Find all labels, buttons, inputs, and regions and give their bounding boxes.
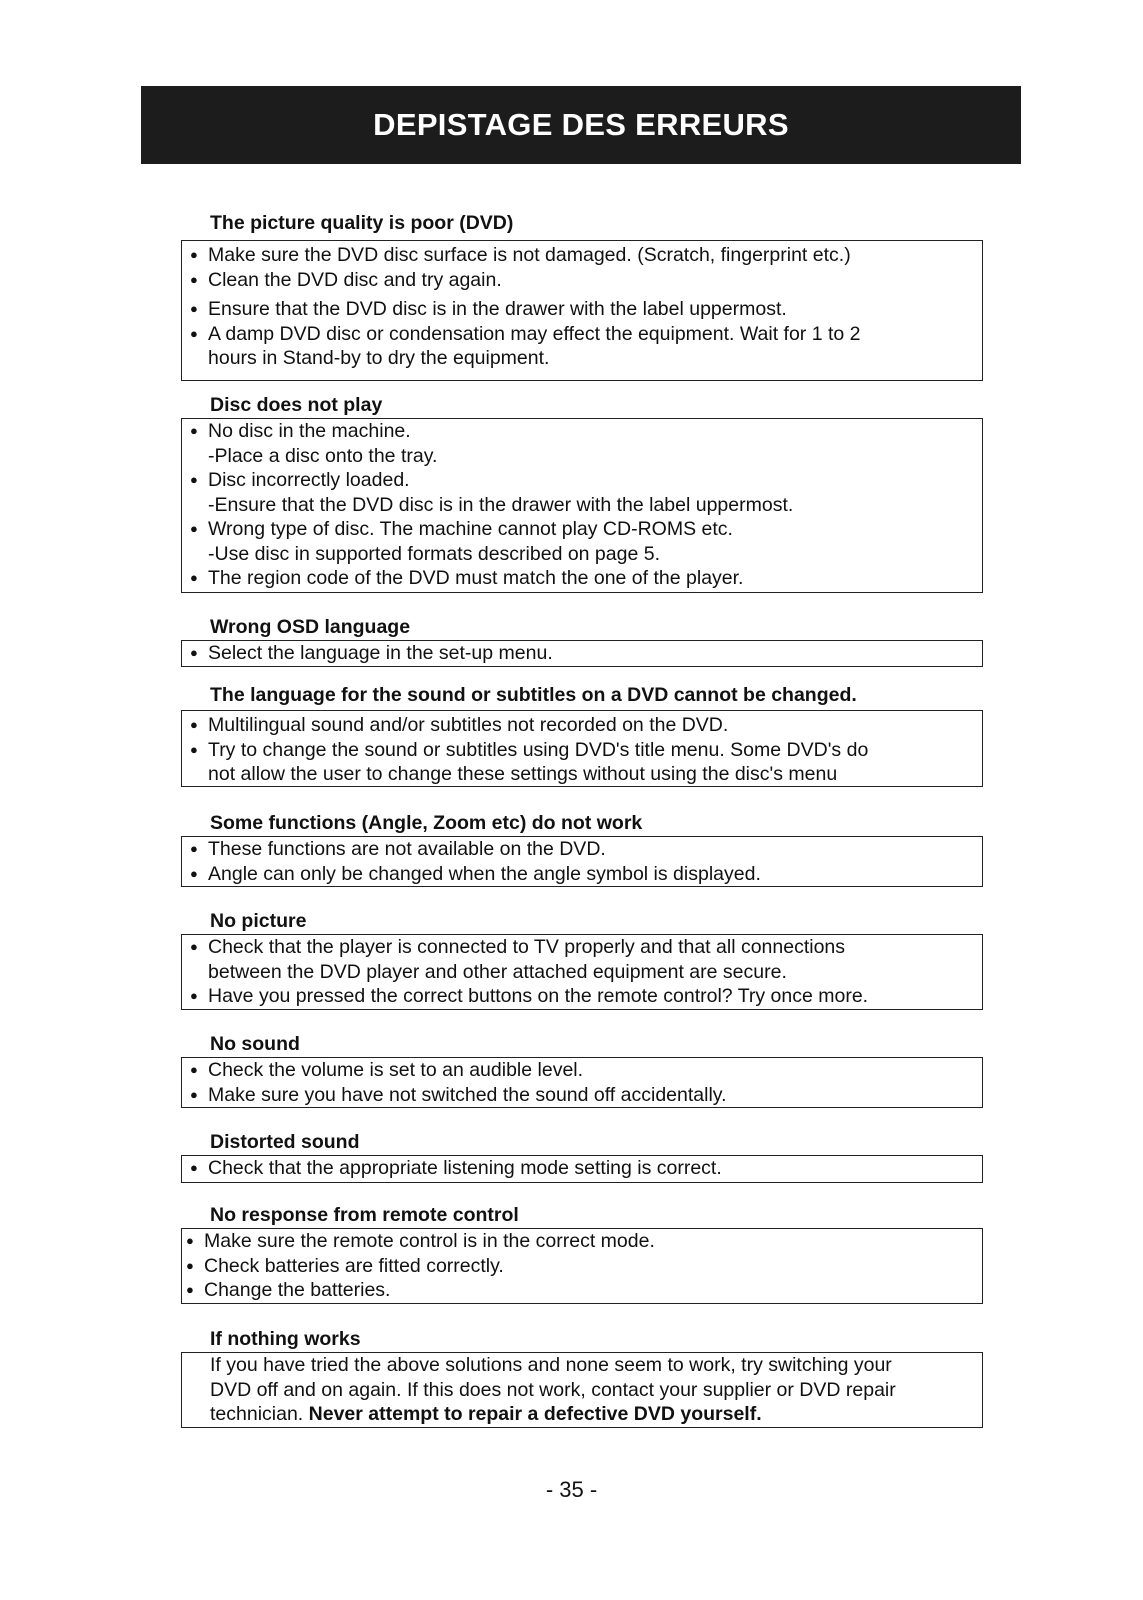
section-box-nothing-works <box>181 1352 983 1428</box>
list-item-continuation: not allow the user to change these settings without using the disc's menu <box>208 763 838 785</box>
section-heading-remote-control: No response from remote control <box>210 1204 519 1226</box>
list-item: ● Try to change the sound or subtitles using DVD's title menu. Some DVD's do <box>208 738 982 763</box>
list-item-sub: -Place a disc onto the tray. <box>208 444 438 467</box>
list-item: ● These functions are not available on the DVD. <box>208 837 982 862</box>
list-item: ● Select the language in the set-up menu. <box>208 641 982 666</box>
list-item-sub: -Use disc in supported formats described on page 5. <box>208 542 660 565</box>
list-item-sub: -Ensure that the DVD disc is in the drawer with the label uppermost. <box>208 493 794 516</box>
list-item: ● Clean the DVD disc and try again. <box>208 268 982 293</box>
section-box-language-subtitles <box>181 710 983 787</box>
list-item: ● Make sure the remote control is in the correct mode. <box>204 1229 982 1254</box>
paragraph-line-final <box>208 1402 982 1427</box>
list-item: ● The region code of the DVD must match the one of the player. <box>208 566 982 591</box>
paragraph-text: technician. <box>210 1403 309 1425</box>
page-number: - 35 - <box>545 1477 598 1502</box>
list-item: ● A damp DVD disc or condensation may effect the equipment. Wait for 1 to 2 <box>208 322 982 347</box>
section-heading-picture-quality: The picture quality is poor (DVD) <box>210 212 514 234</box>
section-heading-distorted-sound: Distorted sound <box>210 1131 360 1153</box>
section-heading-disc-not-play: Disc does not play <box>210 394 383 416</box>
list-item: ● Check batteries are fitted correctly. <box>204 1254 982 1279</box>
list-item: ● Ensure that the DVD disc is in the drawer with the label uppermost. <box>208 297 982 322</box>
section-box-distorted-sound <box>181 1155 983 1183</box>
section-heading-no-sound: No sound <box>210 1033 300 1055</box>
list-item: ● Check the volume is set to an audible level. <box>208 1058 982 1083</box>
section-box-remote-control <box>181 1228 983 1304</box>
list-item: ● Have you pressed the correct buttons on the remote control? Try once more. <box>208 984 982 1009</box>
list-item: ● Check that the appropriate listening mode setting is correct. <box>208 1156 982 1181</box>
section-box-no-picture <box>181 934 983 1010</box>
paragraph-line: DVD off and on again. If this does not work, contact your supplier or DVD repair <box>210 1378 896 1401</box>
section-box-osd-language <box>181 640 983 667</box>
warning-emphasis: Never attempt to repair a defective DVD yourself. <box>308 1403 762 1425</box>
list-item: ● Make sure you have not switched the sound off accidentally. <box>208 1083 982 1108</box>
page-title: DEPISTAGE DES ERREURS <box>141 86 1021 164</box>
paragraph-line: If you have tried the above solutions and none seem to work, try switching your <box>210 1354 892 1376</box>
list-item: ● Disc incorrectly loaded. <box>208 468 982 493</box>
section-box-no-sound <box>181 1057 983 1108</box>
list-item-continuation: hours in Stand-by to dry the equipment. <box>208 347 550 369</box>
list-item-continuation: between the DVD player and other attached equipment are secure. <box>208 960 787 983</box>
section-box-functions <box>181 836 983 887</box>
list-item: ● Angle can only be changed when the angle symbol is displayed. <box>208 862 982 887</box>
section-heading-osd-language: Wrong OSD language <box>210 616 411 638</box>
list-item: ● No disc in the machine. <box>208 419 982 444</box>
list-item: ● Check that the player is connected to TV properly and that all connections <box>208 935 982 960</box>
section-heading-no-picture: No picture <box>210 910 307 932</box>
list-item: ● Multilingual sound and/or subtitles not recorded on the DVD. <box>208 713 982 738</box>
section-box-picture-quality <box>181 240 983 381</box>
section-box-disc-not-play <box>181 418 983 593</box>
list-item: ● Make sure the DVD disc surface is not damaged. (Scratch, fingerprint etc.) <box>208 243 982 268</box>
section-heading-functions: Some functions (Angle, Zoom etc) do not work <box>210 812 643 834</box>
list-item: ● Change the batteries. <box>204 1278 982 1303</box>
section-heading-nothing-works: If nothing works <box>210 1328 361 1350</box>
list-item: ● Wrong type of disc. The machine cannot play CD-ROMS etc. <box>208 517 982 542</box>
section-heading-language-subtitles: The language for the sound or subtitles on a DVD cannot be changed. <box>210 684 857 706</box>
